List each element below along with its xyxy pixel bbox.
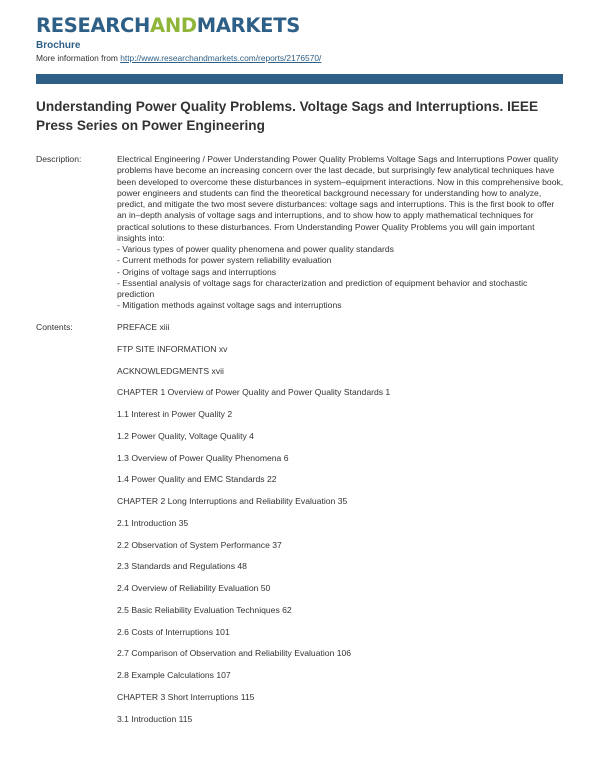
toc-item: CHAPTER 3 Short Interruptions 115: [117, 691, 255, 702]
logo-research: RESEARCH: [36, 14, 151, 37]
toc-item: 1.4 Power Quality and EMC Standards 22: [117, 474, 277, 485]
toc-item: 2.7 Comparison of Observation and Reliability Evaluation 106: [117, 648, 352, 659]
toc-item: 2.1 Introduction 35: [117, 517, 189, 528]
table-of-contents: [117, 322, 557, 735]
logo-and: AND: [150, 14, 197, 37]
report-url-link[interactable]: http://www.researchandmarkets.com/reports/2176570/: [120, 53, 322, 63]
header-divider-bar: [36, 74, 563, 84]
toc-item: 3.1 Introduction 115: [117, 713, 193, 724]
more-info-line: [36, 53, 321, 64]
toc-item: 2.8 Example Calculations 107: [117, 670, 231, 680]
description-bullet: - Current methods for power system reliability evaluation: [117, 255, 332, 266]
page-title: Understanding Power Quality Problems. Voltage Sags and Interruptions. IEEE Press Series on Power Engineering: [36, 99, 539, 133]
toc-item: 2.2 Observation of System Performance 37: [117, 539, 282, 550]
toc-item: 1.3 Overview of Power Quality Phenomena 6: [117, 452, 289, 463]
doc-type-label: Brochure: [36, 40, 81, 51]
description-bullet: - Mitigation methods against voltage sags and interruptions: [117, 300, 342, 311]
description-bullet: - Essential analysis of voltage sags for characterization and prediction of equipment behavior and stochastic prediction: [117, 277, 528, 299]
toc-item: 1.1 Interest in Power Quality 2: [117, 409, 233, 419]
description-text: [117, 154, 565, 312]
toc-item: 2.6 Costs of Interruptions 101: [117, 626, 230, 637]
description-label: Description:: [36, 154, 82, 164]
description-bullet: - Various types of power quality phenomena and power quality standards: [117, 244, 394, 254]
toc-item: 2.3 Standards and Regulations 48: [117, 561, 247, 572]
toc-item: FTP SITE INFORMATION xv: [117, 343, 228, 354]
toc-item: 2.5 Basic Reliability Evaluation Techniques 62: [117, 604, 292, 615]
toc-item: 2.4 Overview of Reliability Evaluation 50: [117, 583, 271, 593]
research-and-markets-logo[interactable]: [36, 15, 300, 37]
toc-item: PREFACE xiii: [117, 322, 170, 332]
toc-item: ACKNOWLEDGMENTS xvii: [117, 365, 224, 376]
contents-label: Contents:: [36, 322, 73, 332]
toc-item: 1.2 Power Quality, Voltage Quality 4: [117, 430, 254, 441]
description-bullet: - Origins of voltage sags and interruptions: [117, 266, 277, 277]
toc-item: CHAPTER 2 Long Interruptions and Reliability Evaluation 35: [117, 496, 348, 506]
logo-markets: MARKETS: [196, 14, 300, 37]
toc-item: CHAPTER 1 Overview of Power Quality and Power Quality Standards 1: [117, 387, 391, 398]
description-paragraph: Electrical Engineering / Power Understanding Power Quality Problems Voltage Sags and Interruptions Power quality problems have become an increasing concern over the last decade, but surprisingly few analytical techniques have been developed to overcome these disturbances in system–equipment interactions. Now in this comprehensive book, power engineers and students can find the theoretical background necessary for understanding how to analyze, predict, and mitigate the two most severe disturbances: voltage sags and interruptions. This is the first book to offer an in–depth analysis of voltage sags and interruptions, and to show how to apply mathematical techniques for practical solutions to these disturbances. From Understanding Power Quality Problems you will gain important insights into:: [117, 154, 564, 243]
more-info-prefix: More information from: [36, 53, 118, 63]
